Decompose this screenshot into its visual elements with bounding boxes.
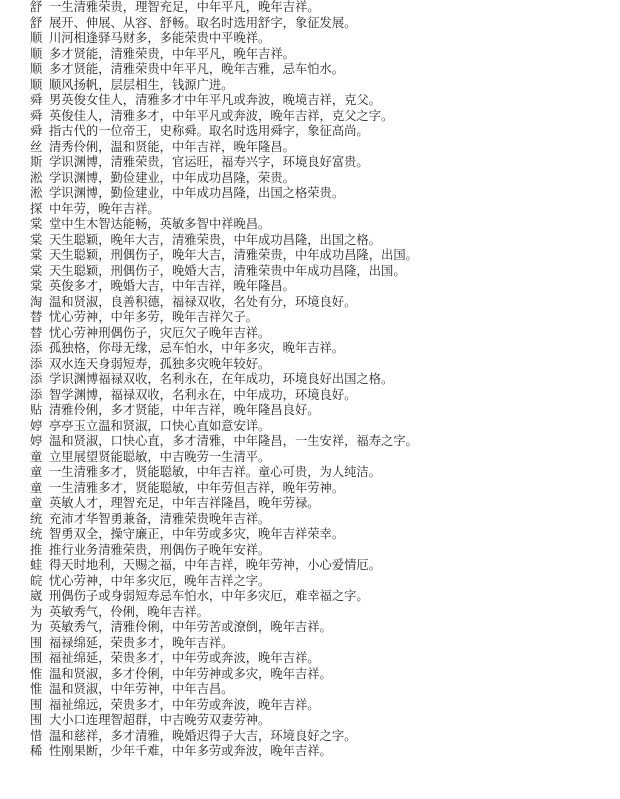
entry-row	[30, 589, 618, 605]
entry-character: 舒	[30, 0, 43, 14]
entry-character: 斯	[30, 155, 43, 169]
entry-row	[30, 341, 618, 357]
entry-description: 刑偶伤子或身弱短寿忌车怕水，中年多灾厄，难幸福之字。	[49, 589, 369, 603]
entry-character: 淘	[30, 294, 43, 309]
entry-character: 棠	[30, 248, 43, 262]
entry-row	[30, 667, 618, 683]
entry-character: 推	[30, 542, 43, 557]
entry-description: 天生聪颖，刑偶伤子，晚年大吉，清雅荣贵，中年成功昌隆，出国。	[49, 248, 418, 262]
entry-character: 丝	[30, 139, 43, 154]
entry-description: 多才贤能，清雅荣贵中年平凡，晚年吉雅，忌车怕水。	[49, 62, 345, 76]
entry-description: 充沛才华智勇兼备，清雅荣贵晚年吉祥。	[49, 511, 271, 526]
entry-character: 淞	[30, 186, 43, 200]
entry-description: 学识渊博福禄双收，名利永在，在年成功，环境良好出国之格。	[49, 372, 394, 386]
entry-row	[30, 636, 618, 652]
entry-description: 指古代的一位帝王，史称舜。取名时选用舜字，象征高尚。	[49, 124, 369, 138]
entry-row	[30, 713, 618, 729]
entry-character: 婷	[30, 434, 43, 448]
entry-description: 忧心劳神刑偶伤子，灾厄欠子晚年吉祥。	[49, 325, 271, 340]
entry-description: 温和贤淑，多才伶俐，中年劳神或多灾，晚年吉祥。	[49, 666, 332, 681]
entry-description: 清雅伶俐，多才贤能，中年吉祥，晚年隆昌良好。	[49, 403, 320, 417]
entry-description: 英敏秀气，伶俐，晚年吉祥。	[49, 604, 209, 619]
entry-description: 学识渊博，勤俭建业，中年成功昌隆，荣贵。	[49, 170, 295, 185]
entry-description: 智勇双全，操守廉正，中年劳或多灾，晚年吉祥荣幸。	[49, 527, 345, 541]
entry-row	[30, 651, 618, 667]
entry-row	[30, 31, 618, 47]
entry-description: 天生聪颖，刑偶伤子，晚婚大吉，清雅荣贵中年成功昌隆，出国。	[49, 263, 406, 278]
entry-character: 添	[30, 356, 43, 371]
entry-row	[30, 264, 618, 280]
entry-description: 智学渊博，福禄双收，名利永在，中年成功，环境良好。	[49, 387, 357, 402]
entry-row	[30, 47, 618, 63]
entry-description: 大小口连理智超群，中吉晚劳双妻劳神。	[49, 713, 271, 727]
entry-character: 探	[30, 201, 43, 216]
entry-row	[30, 543, 618, 559]
entry-character: 惜	[30, 728, 43, 743]
entry-description: 展开、伸展、从容、舒畅。取名时选用舒字，象征发展。	[49, 15, 357, 30]
entry-description: 福祉绵延，荣贵多才，中年劳或奔波，晚年吉祥。	[49, 651, 320, 665]
entry-row	[30, 310, 618, 326]
entry-description: 一生清雅多才，贤能聪敏，中年吉祥。童心可贵，为人纯洁。	[49, 465, 382, 479]
entry-character: 崴	[30, 589, 43, 603]
entry-description: 双水连天身弱短寿，孤独多灾晚年较好。	[49, 356, 271, 371]
entry-description: 温和贤淑，中年劳神，中年吉昌。	[49, 682, 234, 696]
entry-description: 福祉绵远，荣贵多才，中年劳或奔波，晚年吉祥。	[49, 697, 320, 712]
entry-description: 一生清雅多才，贤能聪敏，中年劳但吉祥，晚年劳神。	[49, 480, 345, 495]
entry-description: 温和贤淑，良善积德，福禄双收，名处有分，环境良好。	[49, 294, 357, 309]
entry-character: 添	[30, 372, 43, 386]
entry-row	[30, 496, 618, 512]
entry-description: 一生清雅荣贵，理智充足，中年平凡，晚年吉祥。	[49, 0, 320, 14]
entry-character: 围	[30, 635, 43, 650]
entry-description: 学识渊博，清雅荣贵，官运旺，福寿兴字，环境良好富贵。	[49, 155, 369, 169]
entry-row	[30, 357, 618, 373]
entry-character: 童	[30, 480, 43, 495]
entry-row	[30, 419, 618, 435]
entry-character: 围	[30, 651, 43, 665]
entry-character: 为	[30, 604, 43, 619]
entry-description: 英俊多才，晚婚大吉，中年吉祥，晚年隆昌。	[49, 279, 295, 293]
entry-row	[30, 202, 618, 218]
entry-row	[30, 124, 618, 140]
entry-row	[30, 171, 618, 187]
entry-row	[30, 326, 618, 342]
entry-row	[30, 93, 618, 109]
entry-row	[30, 481, 618, 497]
entry-row	[30, 450, 618, 466]
entry-description: 英敏人才，理智充足，中年吉祥隆昌，晚年劳禄。	[49, 496, 320, 510]
entry-character: 棠	[30, 279, 43, 293]
entry-row	[30, 248, 618, 264]
entry-row	[30, 527, 618, 543]
entry-row	[30, 372, 618, 388]
entry-character: 统	[30, 511, 43, 526]
entry-character: 婷	[30, 418, 43, 433]
entry-description: 学识渊博，勤俭建业，中年成功昌隆，出国之格荣贵。	[49, 186, 345, 200]
entry-row	[30, 109, 618, 125]
entry-description: 性刚果断，少年千难，中年多劳或奔波，晚年吉祥。	[49, 744, 332, 758]
entry-character: 棠	[30, 232, 43, 247]
entry-character: 围	[30, 697, 43, 712]
entry-character: 顺	[30, 46, 43, 61]
entry-character: 替	[30, 325, 43, 340]
entry-character: 添	[30, 387, 43, 402]
entry-description: 堂中生木智达能畅，英敏多智中祥晚昌。	[49, 217, 271, 231]
entry-row	[30, 16, 618, 32]
entry-character: 棠	[30, 217, 43, 231]
entry-character: 舜	[30, 108, 43, 123]
entry-character: 童	[30, 465, 43, 479]
entry-description: 得天时地利，天赐之福，中年吉祥，晚年劳神，小心爱情厄。	[49, 558, 382, 572]
entry-row	[30, 62, 618, 78]
entry-character: 童	[30, 496, 43, 510]
entry-description: 顺风扬帆，层层相生，钱源广进。	[49, 77, 234, 92]
entry-row	[30, 388, 618, 404]
entry-row	[30, 217, 618, 233]
entry-character: 惟	[30, 682, 43, 696]
entry-row	[30, 698, 618, 714]
entry-description: 推行业务清雅荣贵，刑偶伤子晚年安祥。	[49, 542, 271, 557]
entry-row	[30, 186, 618, 202]
entry-row	[30, 465, 618, 481]
entry-description: 英俊佳人，清雅多才，中年平凡或奔波，晚年吉祥，克父之字。	[49, 108, 394, 123]
entry-row	[30, 140, 618, 156]
entry-character: 皖	[30, 573, 43, 588]
entry-row	[30, 729, 618, 745]
entry-row	[30, 295, 618, 311]
entry-character: 替	[30, 310, 43, 324]
entry-row	[30, 605, 618, 621]
entry-character: 添	[30, 341, 43, 355]
entry-description: 天生聪颖，晚年大吉，清雅荣贵，中年成功昌隆，出国之格。	[49, 232, 382, 247]
entry-description: 立里展望贤能聪敏，中吉晚劳一生清平。	[49, 449, 271, 464]
entry-row	[30, 155, 618, 171]
entry-character: 统	[30, 527, 43, 541]
entry-row	[30, 0, 618, 16]
entry-row	[30, 558, 618, 574]
entry-row	[30, 574, 618, 590]
entry-character: 棠	[30, 263, 43, 278]
entry-row	[30, 512, 618, 528]
entry-row	[30, 279, 618, 295]
entry-character: 贴	[30, 403, 43, 417]
entry-character: 顺	[30, 31, 43, 45]
entry-description: 多才贤能，清雅荣贵，中年平凡，晚年吉祥。	[49, 46, 295, 61]
entry-character: 顺	[30, 62, 43, 76]
entry-description: 男英俊女佳人，清雅多才中年平凡或奔波，晚境吉祥，克父。	[49, 93, 382, 107]
entry-character: 舒	[30, 15, 43, 30]
entry-row	[30, 744, 618, 760]
entry-row	[30, 682, 618, 698]
entry-description: 忧心劳神，中年多灾厄，晚年吉祥之字。	[49, 573, 271, 588]
character-meaning-list	[30, 0, 618, 760]
entry-description: 温和慈祥，多才清雅，晚婚迟得子大吉，环境良好之字。	[49, 728, 357, 743]
entry-description: 亭亭玉立温和贤淑，口快心直如意安详。	[49, 418, 271, 433]
entry-row	[30, 233, 618, 249]
entry-character: 稀	[30, 744, 43, 758]
entry-character: 顺	[30, 77, 43, 92]
entry-description: 温和贤淑，口快心直，多才清雅，中年隆昌，一生安祥，福寿之字。	[49, 434, 418, 448]
entry-description: 英敏秀气，清雅伶俐，中年劳苦或潦倒，晚年吉祥。	[49, 620, 332, 634]
entry-character: 舜	[30, 124, 43, 138]
entry-character: 淞	[30, 170, 43, 185]
entry-character: 围	[30, 713, 43, 727]
entry-character: 蛙	[30, 558, 43, 572]
entry-description: 孤独格，你母无缘，忌车怕水，中年多灾，晚年吉祥。	[49, 341, 345, 355]
entry-row	[30, 78, 618, 94]
entry-description: 川河相逢驿马财多，多能荣贵中平晚祥。	[49, 31, 271, 45]
entry-character: 惟	[30, 666, 43, 681]
entry-description: 清秀伶俐，温和贤能，中年吉祥，晚年隆昌。	[49, 139, 295, 154]
entry-character: 为	[30, 620, 43, 634]
entry-description: 忧心劳神，中年多劳，晚年吉祥欠子。	[49, 310, 259, 324]
entry-character: 童	[30, 449, 43, 464]
entry-description: 福禄绵延，荣贵多才，晚年吉祥。	[49, 635, 234, 650]
entry-character: 舜	[30, 93, 43, 107]
entry-row	[30, 620, 618, 636]
entry-description: 中年劳，晚年吉祥。	[49, 201, 160, 216]
entry-row	[30, 434, 618, 450]
entry-row	[30, 403, 618, 419]
